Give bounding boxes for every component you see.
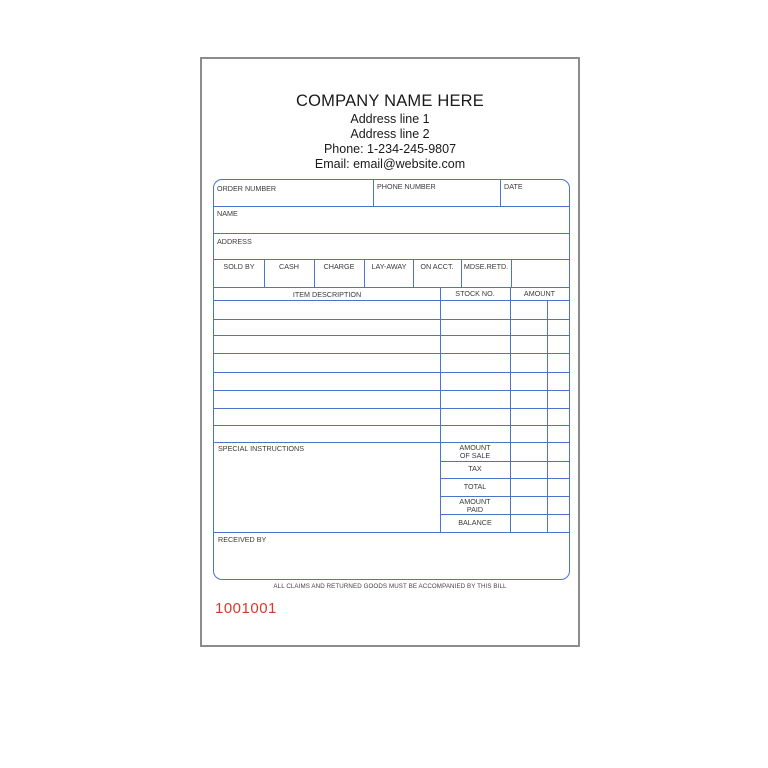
item-description-header: ITEM DESCRIPTION bbox=[292, 290, 362, 299]
special-instructions-label: SPECIAL INSTRUCTIONS bbox=[218, 444, 304, 453]
row-rule bbox=[214, 233, 569, 234]
amount-header: AMOUNT bbox=[523, 289, 556, 298]
row-rule bbox=[214, 259, 569, 260]
tax-label: TAX bbox=[468, 464, 482, 473]
totals-row-rule bbox=[440, 478, 569, 479]
name-label: NAME bbox=[217, 209, 238, 218]
item-row-rule bbox=[214, 319, 569, 320]
company-email: Email: email@website.com bbox=[314, 157, 466, 171]
item-row-rule bbox=[214, 372, 569, 373]
item-row-rule bbox=[214, 353, 569, 354]
address-line-1: Address line 1 bbox=[350, 112, 430, 126]
total-label: TOTAL bbox=[463, 482, 487, 491]
serial-number: 1001001 bbox=[215, 600, 277, 617]
address-label: ADDRESS bbox=[217, 237, 252, 246]
date-label: DATE bbox=[504, 182, 523, 191]
totals-row-rule bbox=[440, 461, 569, 462]
order-form-grid bbox=[213, 179, 570, 580]
item-row-rule bbox=[214, 300, 569, 301]
charge-label: CHARGE bbox=[323, 262, 355, 271]
on-account-label: ON ACCT. bbox=[420, 262, 454, 271]
row-rule bbox=[214, 287, 569, 288]
received-by-label: RECEIVED BY bbox=[218, 535, 267, 544]
company-phone: Phone: 1-234-245-9807 bbox=[323, 142, 457, 156]
sold-by-label: SOLD BY bbox=[223, 262, 255, 271]
divider bbox=[511, 260, 512, 287]
item-row-rule bbox=[214, 335, 569, 336]
company-name: COMPANY NAME HERE bbox=[296, 92, 484, 110]
address-line-2: Address line 2 bbox=[350, 127, 430, 141]
claims-footer-note: ALL CLAIMS AND RETURNED GOODS MUST BE ACCOMPANIED BY THIS BILL bbox=[273, 583, 507, 590]
divider bbox=[373, 180, 374, 207]
order-number-label: ORDER NUMBER bbox=[217, 184, 277, 193]
item-row-rule bbox=[214, 425, 569, 426]
row-rule bbox=[214, 532, 569, 533]
lay-away-label: LAY-AWAY bbox=[371, 262, 407, 271]
sales-order-form-sheet bbox=[200, 57, 580, 647]
phone-number-label: PHONE NUMBER bbox=[377, 182, 436, 191]
totals-row-rule bbox=[440, 514, 569, 515]
stock-number-header: STOCK NO. bbox=[455, 289, 495, 298]
item-row-rule bbox=[214, 408, 569, 409]
amount-of-sale-label: AMOUNT OF SALE bbox=[459, 443, 491, 460]
item-row-rule bbox=[214, 442, 569, 443]
merchandise-returned-label: MDSE.RETD. bbox=[463, 262, 509, 271]
balance-label: BALANCE bbox=[458, 518, 492, 527]
row-rule bbox=[214, 206, 569, 207]
item-row-rule bbox=[214, 390, 569, 391]
amount-paid-label: AMOUNT PAID bbox=[459, 497, 491, 514]
cash-label: CASH bbox=[279, 262, 299, 271]
divider bbox=[500, 180, 501, 207]
